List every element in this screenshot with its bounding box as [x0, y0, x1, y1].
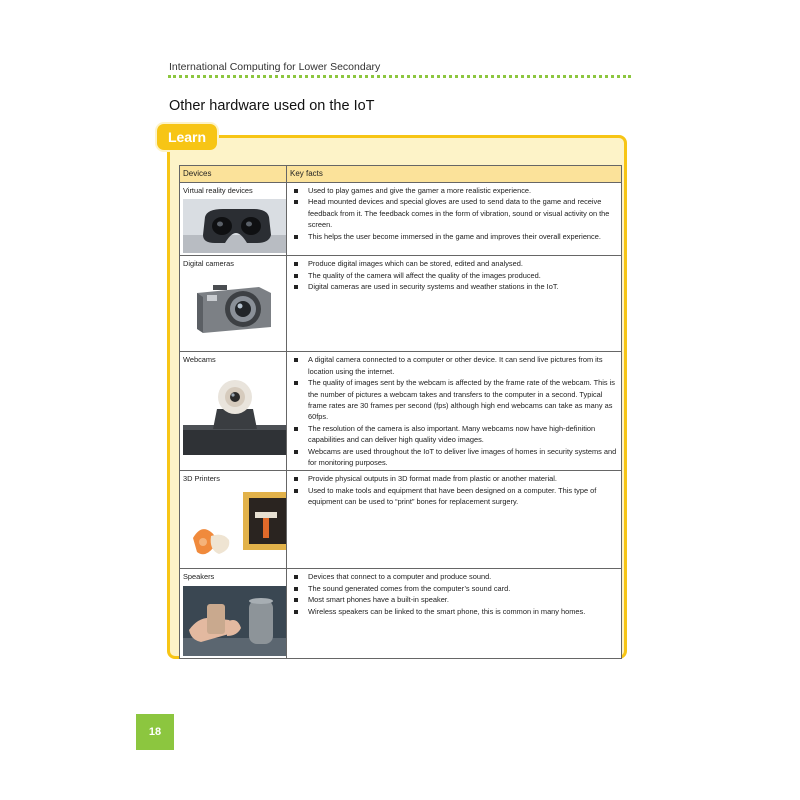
facts-list	[290, 185, 618, 242]
hardware-table	[179, 165, 622, 659]
fact-item: Wireless speakers can be linked to the smart phone, this is common in many homes.	[290, 606, 618, 617]
fact-item: The sound generated comes from the computer’s sound card.	[290, 583, 618, 594]
table-header-row	[180, 166, 622, 183]
device-cell	[180, 471, 287, 569]
device-name: 3D Printers	[183, 474, 220, 484]
fact-item: This helps the user become immersed in the game and improves their overall experience.	[290, 231, 618, 242]
facts-cell	[287, 569, 622, 658]
table-row	[180, 569, 622, 658]
fact-item: Produce digital images which can be stored, edited and analysed.	[290, 258, 618, 269]
speaker-image	[183, 586, 286, 656]
fact-item: The resolution of the camera is also important. Many webcams now have high-definition capabilities and can deliver high quality video images.	[290, 423, 618, 446]
fact-item: A digital camera connected to a computer or other device. It can send live pictures from its location using the internet.	[290, 354, 618, 377]
digital-camera-image	[183, 273, 286, 343]
running-head: International Computing for Lower Secondary	[169, 61, 381, 73]
device-name: Webcams	[183, 355, 216, 365]
webcam-image	[183, 369, 286, 455]
facts-list	[290, 354, 618, 468]
table-row	[180, 471, 622, 569]
device-cell	[180, 256, 287, 352]
table-row	[180, 352, 622, 471]
device-cell	[180, 183, 287, 256]
device-cell	[180, 352, 287, 471]
fact-item: Webcams are used throughout the IoT to deliver live images of homes in security systems and for monitoring purposes.	[290, 446, 618, 469]
fact-item: Digital cameras are used in security systems and weather stations in the IoT.	[290, 281, 618, 292]
facts-list	[290, 571, 618, 617]
learn-tab: Learn	[157, 124, 217, 150]
fact-item: Most smart phones have a built-in speaker.	[290, 594, 618, 605]
device-name: Digital cameras	[183, 259, 234, 269]
facts-cell	[287, 256, 622, 352]
facts-list	[290, 473, 618, 507]
fact-item: Provide physical outputs in 3D format made from plastic or another material.	[290, 473, 618, 484]
fact-item: Used to make tools and equipment that have been designed on a computer. This type of equipment can be used to “print” bones for replacement surgery.	[290, 485, 618, 508]
facts-cell	[287, 352, 622, 471]
3d-printer-image	[183, 488, 286, 564]
column-header-key-facts: Key facts	[287, 166, 622, 183]
fact-item: The quality of images sent by the webcam is affected by the frame rate of the webcam. This is the number of pictures a webcam takes and transfers to the computer in a second. Typical frame rates are 30 frames per second (fps) although high end webcams can take as many as 60fps.	[290, 377, 618, 423]
device-name: Virtual reality devices	[183, 186, 253, 195]
vr-headset-image	[183, 199, 286, 253]
facts-cell	[287, 471, 622, 569]
page-number: 18	[136, 714, 174, 750]
fact-item: The quality of the camera will affect the quality of the images produced.	[290, 270, 618, 281]
table-row	[180, 183, 622, 256]
header-divider	[168, 75, 631, 78]
device-name: Speakers	[183, 572, 215, 582]
page-title: Other hardware used on the IoT	[169, 98, 375, 114]
facts-cell	[287, 183, 622, 256]
facts-list	[290, 258, 618, 292]
device-cell	[180, 569, 287, 658]
fact-item: Head mounted devices and special gloves are used to send data to the game and receive feedback from it. The feedback comes in the form of vibration, sound or visual activity on the screen.	[290, 196, 618, 230]
fact-item: Used to play games and give the gamer a more realistic experience.	[290, 185, 618, 196]
column-header-devices: Devices	[180, 166, 287, 183]
fact-item: Devices that connect to a computer and produce sound.	[290, 571, 618, 582]
table-row	[180, 256, 622, 352]
